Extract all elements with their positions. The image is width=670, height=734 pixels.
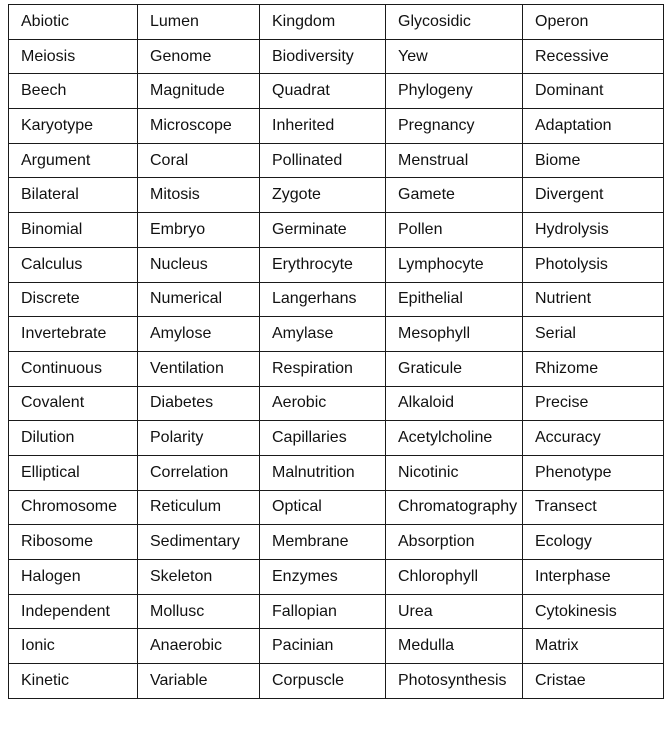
- table-row: [9, 74, 664, 109]
- table-cell: Phylogeny: [386, 74, 523, 109]
- table-cell: Dominant: [523, 74, 664, 109]
- word-table-body: [9, 5, 664, 699]
- table-cell: Precise: [523, 386, 664, 421]
- table-cell: Matrix: [523, 629, 664, 664]
- table-row: [9, 560, 664, 595]
- table-cell: Graticule: [386, 351, 523, 386]
- table-cell: Diabetes: [138, 386, 260, 421]
- table-cell: Optical: [260, 490, 386, 525]
- table-cell: Nucleus: [138, 247, 260, 282]
- table-cell: Quadrat: [260, 74, 386, 109]
- table-cell: Invertebrate: [9, 317, 138, 352]
- table-row: [9, 594, 664, 629]
- table-cell: Binomial: [9, 213, 138, 248]
- table-cell: Kingdom: [260, 5, 386, 40]
- table-cell: Discrete: [9, 282, 138, 317]
- table-row: [9, 143, 664, 178]
- table-cell: Urea: [386, 594, 523, 629]
- table-cell: Ventilation: [138, 351, 260, 386]
- table-row: [9, 525, 664, 560]
- table-cell: Ribosome: [9, 525, 138, 560]
- table-cell: Rhizome: [523, 351, 664, 386]
- table-cell: Genome: [138, 39, 260, 74]
- table-cell: Lumen: [138, 5, 260, 40]
- table-cell: Bilateral: [9, 178, 138, 213]
- table-cell: Chromatography: [386, 490, 523, 525]
- table-row: [9, 421, 664, 456]
- table-cell: Nicotinic: [386, 455, 523, 490]
- table-cell: Enzymes: [260, 560, 386, 595]
- table-cell: Aerobic: [260, 386, 386, 421]
- table-cell: Absorption: [386, 525, 523, 560]
- table-cell: Ionic: [9, 629, 138, 664]
- table-cell: Interphase: [523, 560, 664, 595]
- table-cell: Anaerobic: [138, 629, 260, 664]
- table-cell: Coral: [138, 143, 260, 178]
- table-cell: Menstrual: [386, 143, 523, 178]
- word-table: [8, 4, 664, 699]
- table-cell: Hydrolysis: [523, 213, 664, 248]
- table-row: [9, 351, 664, 386]
- table-row: [9, 455, 664, 490]
- table-cell: Correlation: [138, 455, 260, 490]
- table-cell: Covalent: [9, 386, 138, 421]
- table-cell: Dilution: [9, 421, 138, 456]
- table-cell: Capillaries: [260, 421, 386, 456]
- table-cell: Corpuscle: [260, 664, 386, 699]
- table-cell: Amylase: [260, 317, 386, 352]
- table-cell: Adaptation: [523, 109, 664, 144]
- table-row: [9, 629, 664, 664]
- table-cell: Halogen: [9, 560, 138, 595]
- table-cell: Serial: [523, 317, 664, 352]
- table-cell: Zygote: [260, 178, 386, 213]
- table-cell: Medulla: [386, 629, 523, 664]
- table-cell: Malnutrition: [260, 455, 386, 490]
- table-cell: Reticulum: [138, 490, 260, 525]
- table-cell: Germinate: [260, 213, 386, 248]
- table-cell: Independent: [9, 594, 138, 629]
- table-cell: Lymphocyte: [386, 247, 523, 282]
- table-cell: Langerhans: [260, 282, 386, 317]
- table-cell: Variable: [138, 664, 260, 699]
- table-cell: Accuracy: [523, 421, 664, 456]
- table-row: [9, 178, 664, 213]
- table-cell: Nutrient: [523, 282, 664, 317]
- table-cell: Mollusc: [138, 594, 260, 629]
- table-row: [9, 490, 664, 525]
- table-cell: Pacinian: [260, 629, 386, 664]
- table-cell: Beech: [9, 74, 138, 109]
- table-cell: Meiosis: [9, 39, 138, 74]
- table-cell: Gamete: [386, 178, 523, 213]
- table-cell: Epithelial: [386, 282, 523, 317]
- table-row: [9, 5, 664, 40]
- table-row: [9, 386, 664, 421]
- table-cell: Photolysis: [523, 247, 664, 282]
- table-cell: Fallopian: [260, 594, 386, 629]
- table-cell: Operon: [523, 5, 664, 40]
- table-cell: Calculus: [9, 247, 138, 282]
- table-row: [9, 213, 664, 248]
- table-cell: Biome: [523, 143, 664, 178]
- table-row: [9, 664, 664, 699]
- table-cell: Recessive: [523, 39, 664, 74]
- table-row: [9, 109, 664, 144]
- table-cell: Acetylcholine: [386, 421, 523, 456]
- table-cell: Pollen: [386, 213, 523, 248]
- table-cell: Numerical: [138, 282, 260, 317]
- table-cell: Kinetic: [9, 664, 138, 699]
- table-cell: Ecology: [523, 525, 664, 560]
- table-cell: Pregnancy: [386, 109, 523, 144]
- table-cell: Transect: [523, 490, 664, 525]
- table-cell: Polarity: [138, 421, 260, 456]
- table-cell: Sedimentary: [138, 525, 260, 560]
- table-cell: Membrane: [260, 525, 386, 560]
- table-cell: Skeleton: [138, 560, 260, 595]
- table-cell: Elliptical: [9, 455, 138, 490]
- table-cell: Mitosis: [138, 178, 260, 213]
- table-cell: Phenotype: [523, 455, 664, 490]
- table-cell: Biodiversity: [260, 39, 386, 74]
- table-cell: Cytokinesis: [523, 594, 664, 629]
- table-row: [9, 317, 664, 352]
- table-cell: Inherited: [260, 109, 386, 144]
- table-cell: Amylose: [138, 317, 260, 352]
- table-cell: Continuous: [9, 351, 138, 386]
- table-cell: Glycosidic: [386, 5, 523, 40]
- table-cell: Magnitude: [138, 74, 260, 109]
- table-cell: Mesophyll: [386, 317, 523, 352]
- table-row: [9, 39, 664, 74]
- table-cell: Karyotype: [9, 109, 138, 144]
- table-cell: Pollinated: [260, 143, 386, 178]
- table-cell: Argument: [9, 143, 138, 178]
- table-cell: Photosynthesis: [386, 664, 523, 699]
- table-cell: Microscope: [138, 109, 260, 144]
- table-cell: Cristae: [523, 664, 664, 699]
- table-cell: Chromosome: [9, 490, 138, 525]
- table-cell: Abiotic: [9, 5, 138, 40]
- table-cell: Embryo: [138, 213, 260, 248]
- table-row: [9, 282, 664, 317]
- table-cell: Alkaloid: [386, 386, 523, 421]
- table-cell: Respiration: [260, 351, 386, 386]
- table-cell: Divergent: [523, 178, 664, 213]
- table-cell: Erythrocyte: [260, 247, 386, 282]
- table-cell: Chlorophyll: [386, 560, 523, 595]
- table-row: [9, 247, 664, 282]
- table-cell: Yew: [386, 39, 523, 74]
